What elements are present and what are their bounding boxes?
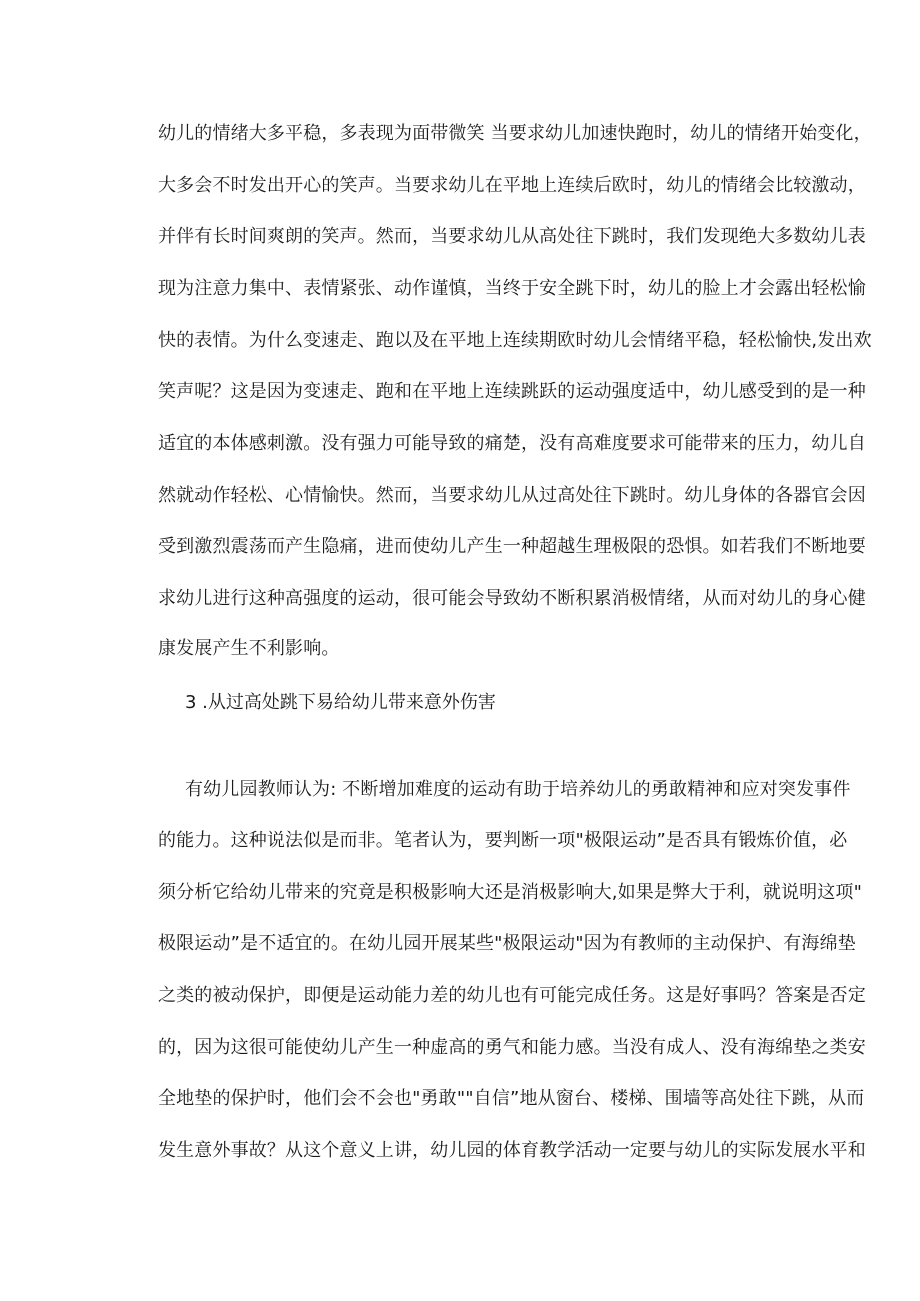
paragraph-2-line-6: 的，因为这很可能使幼儿产生一种虚高的勇气和能力感。当没有成人、没有海绵垫之类安 <box>158 1037 866 1058</box>
paragraph-1-line-8: 然就动作轻松、心情愉快。然而，当要求幼儿从过高处往下跳时。幼儿身体的各器官会因 <box>158 485 866 506</box>
paragraph-1-line-4: 现为注意力集中、表情紧张、动作谨慎，当终于安全跳下时，幼儿的脸上才会露出轻松愉 <box>158 278 866 299</box>
paragraph-2-line-2: 的能力。这种说法似是而非。笔者认为，要判断一项"极限运动”是否具有锻炼价值，必 <box>158 830 848 851</box>
paragraph-1-line-9: 受到激烈震荡而产生隐痛，进而使幼儿产生一种超越生理极限的恐惧。如若我们不断地要 <box>158 536 866 557</box>
paragraph-2-line-3: 须分析它给幼儿带来的究竟是积极影响大还是消极影响大,如果是弊大于利，就说明这项" <box>158 882 862 903</box>
paragraph-2-line-8: 发生意外事故？从这个意义上讲，幼儿园的体育教学活动一定要与幼儿的实际发展水平和 <box>158 1140 866 1161</box>
section-heading: 3 .从过高处跳下易给幼儿带来意外伤害 <box>185 692 496 713</box>
paragraph-1-line-2: 大多会不时发出开心的笑声。当要求幼儿在平地上连续后欧时，幼儿的情绪会比较激动， <box>158 175 866 196</box>
paragraph-1-line-6: 笑声呢？这是因为变速走、跑和在平地上连续跳跃的运动强度适中，幼儿感受到的是一种 <box>158 381 866 402</box>
paragraph-1-line-7: 适宜的本体感刺激。没有强力可能导致的痛楚，没有高难度要求可能带来的压力，幼儿自 <box>158 433 866 454</box>
paragraph-1-line-1: 幼儿的情绪大多平稳，多表现为面带微笑 当要求幼儿加速快跑时，幼儿的情绪开始变化， <box>158 123 872 144</box>
paragraph-2-line-5: 之类的被动保护，即便是运动能力差的幼儿也有可能完成任务。这是好事吗？答案是否定 <box>158 985 866 1006</box>
paragraph-2-line-7: 全地垫的保护时，他们会不会也"勇敢""自信”地从窗台、楼梯、围墙等高处往下跳，从而 <box>158 1088 865 1109</box>
paragraph-2-line-4: 极限运动”是不适宜的。在幼儿园开展某些"极限运动"因为有教师的主动保护、有海绵垫 <box>158 933 856 954</box>
paragraph-2-line-1: 有幼儿园教师认为: 不断增加难度的运动有助于培养幼儿的勇敢精神和应对突发事件 <box>185 779 851 800</box>
paragraph-1-line-10: 求幼儿进行这种高强度的运动，很可能会导致幼不断积累消极情绪，从而对幼儿的身心健 <box>158 588 866 609</box>
paragraph-1-line-11: 康发展产生不利影响。 <box>158 638 340 659</box>
paragraph-1-line-3: 并伴有长时间爽朗的笑声。然而，当要求幼儿从高处往下跳时，我们发现绝大多数幼儿表 <box>158 226 866 247</box>
paragraph-1-line-5: 快的表情。为什么变速走、跑以及在平地上连续期欧时幼儿会情绪平稳，轻松愉快,发出欢 <box>158 330 872 351</box>
